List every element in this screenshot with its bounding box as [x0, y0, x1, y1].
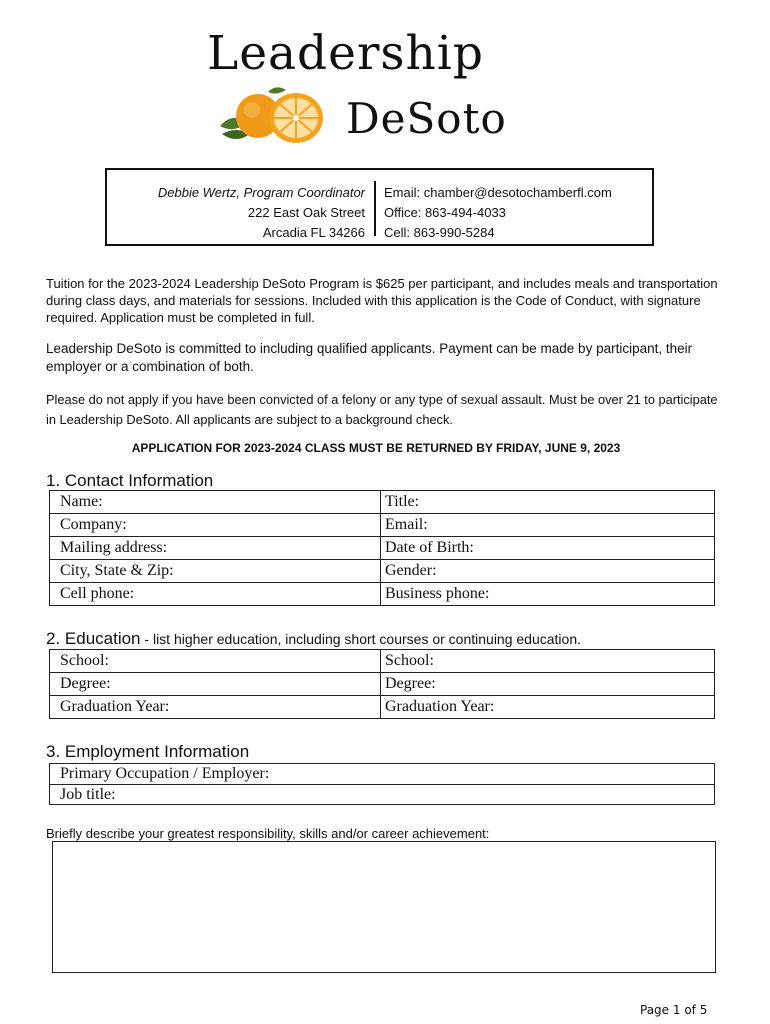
page-number: Page 1 of 5 — [640, 1003, 708, 1017]
company-field[interactable]: Company: — [50, 514, 381, 537]
section-contact-title: 1. Contact Information — [46, 471, 214, 490]
mailing-address-field[interactable]: Mailing address: — [50, 537, 381, 560]
logo-desoto: DeSoto — [346, 94, 507, 143]
table-row — [50, 696, 715, 719]
name-field[interactable]: Name: — [50, 491, 381, 514]
table-row — [50, 650, 715, 673]
contact-cell-phone: Cell: 863-990-5284 — [384, 225, 495, 240]
graduation-year-field-2[interactable]: Graduation Year: — [381, 696, 715, 719]
occupation-employer-field[interactable]: Primary Occupation / Employer: — [50, 764, 715, 785]
contact-divider — [374, 181, 376, 236]
table-row — [50, 537, 715, 560]
email-field[interactable]: Email: — [381, 514, 715, 537]
tuition-paragraph: Tuition for the 2023-2024 Leadership DeSoto Program is $625 per participant, and includes meals and transportation during class days, and materials for sessions. Included with this application is the Code of Conduct, with signature required. Application must be completed in full. — [46, 276, 718, 325]
school-field-1[interactable]: School: — [50, 650, 381, 673]
graduation-year-field-1[interactable]: Graduation Year: — [50, 696, 381, 719]
title-field[interactable]: Title: — [381, 491, 715, 514]
section-employment-title: 3. Employment Information — [46, 742, 250, 761]
table-row — [50, 673, 715, 696]
table-row — [50, 514, 715, 537]
coordinator-name: Debbie Wertz, Program Coordinator — [157, 185, 365, 200]
table-row — [50, 560, 715, 583]
degree-field-1[interactable]: Degree: — [50, 673, 381, 696]
table-row — [50, 764, 715, 785]
responsibility-label: Briefly describe your greatest responsibility, skills and/or career achievement: — [46, 826, 490, 841]
city-state-zip-field[interactable]: City, State & Zip: — [50, 560, 381, 583]
table-row — [50, 491, 715, 514]
contact-info-table — [49, 490, 715, 606]
gender-field[interactable]: Gender: — [381, 560, 715, 583]
contact-office-phone: Office: 863-494-4033 — [384, 205, 506, 220]
eligibility-paragraph: Please do not apply if you have been convicted of a felony or any type of sexual assault. Must be over 21 to participate in Leadership DeSoto. All applicants are subject to a background check. — [46, 392, 718, 427]
table-row — [50, 785, 715, 805]
job-title-field[interactable]: Job title: — [50, 785, 715, 805]
degree-field-2[interactable]: Degree: — [381, 673, 715, 696]
contact-methods — [384, 183, 612, 243]
coordinator-info — [110, 183, 365, 243]
commitment-paragraph: Leadership DeSoto is committed to including qualified applicants. Payment can be made by participant, their employer or a combination of both. — [46, 341, 693, 374]
logo-leadership: Leadership — [207, 26, 484, 81]
education-title-sub: - list higher education, including short courses or continuing education. — [140, 631, 581, 647]
school-field-2[interactable]: School: — [381, 650, 715, 673]
date-of-birth-field[interactable]: Date of Birth: — [381, 537, 715, 560]
deadline-notice: APPLICATION FOR 2023-2024 CLASS MUST BE RETURNED BY FRIDAY, JUNE 9, 2023 — [131, 441, 621, 455]
street-address: 222 East Oak Street — [247, 205, 365, 220]
oranges-icon — [214, 82, 340, 148]
cell-phone-field[interactable]: Cell phone: — [50, 583, 381, 606]
education-table — [49, 649, 715, 719]
education-title-main: 2. Education — [46, 629, 141, 648]
business-phone-field[interactable]: Business phone: — [381, 583, 715, 606]
city-address: Arcadia FL 34266 — [262, 225, 365, 240]
employment-table — [49, 763, 715, 805]
table-row — [50, 583, 715, 606]
responsibility-textarea[interactable] — [52, 841, 716, 973]
contact-email: Email: chamber@desotochamberfl.com — [384, 185, 612, 200]
section-education-title — [46, 629, 581, 649]
